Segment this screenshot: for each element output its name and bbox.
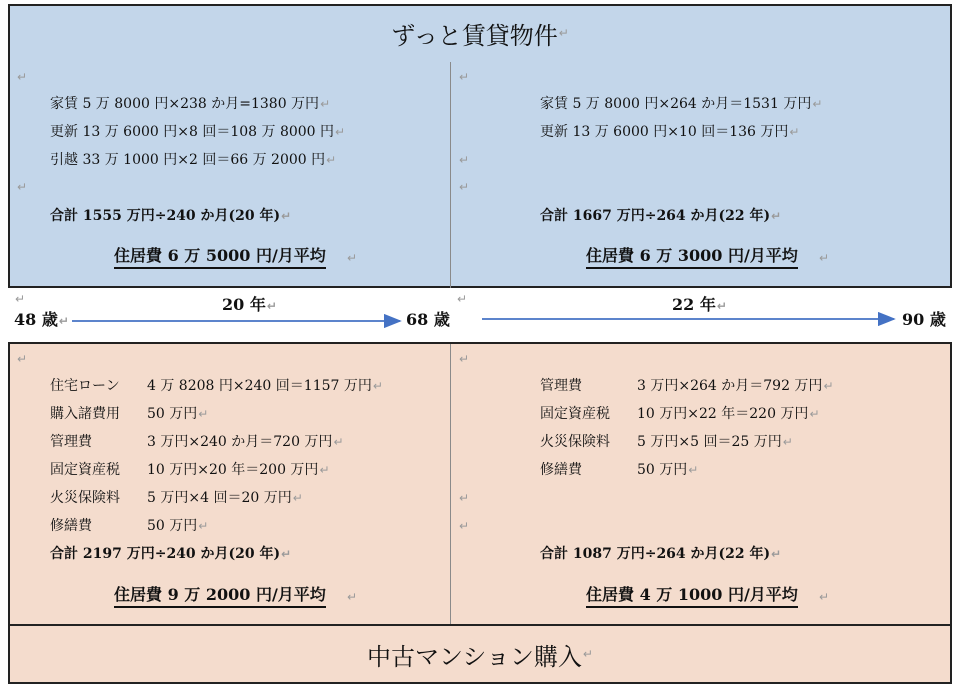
rent-left-line-1: 家賃 5 万 8000 円×238 か月=1380 万円↵: [50, 96, 331, 112]
rent-right-line-1: 家賃 5 万 8000 円×264 か月＝1531 万円↵: [540, 96, 823, 112]
paragraph-mark-icon: ↵: [459, 352, 470, 366]
paragraph-mark-icon: ↵: [459, 491, 470, 505]
rent-left-line-3: 引越 33 万 1000 円×2 回＝66 万 2000 円↵: [50, 152, 337, 168]
paragraph-mark-icon: ↵: [347, 251, 358, 265]
paragraph-mark-icon: ↵: [819, 251, 830, 265]
rent-right-line-2: 更新 13 万 6000 円×10 回＝136 万円↵: [540, 124, 800, 140]
paragraph-mark-icon: ↵: [459, 153, 470, 167]
paragraph-mark-icon: ↵: [347, 590, 358, 604]
buy-right-item: 固定資産税 10 万円×22 年＝220 万円↵: [540, 406, 820, 422]
buy-left-item: 管理費 3 万円×240 か月＝720 万円↵: [50, 434, 344, 450]
buy-left-item: 修繕費 50 万円↵: [50, 518, 209, 534]
buy-right-average: 住居費 4 万 1000 円/月平均: [586, 585, 798, 608]
buy-title-box: [8, 624, 952, 684]
age-start-label: 48 歳↵: [14, 310, 69, 329]
paragraph-mark-icon: ↵: [819, 590, 830, 604]
age-end-label: 90 歳: [902, 310, 946, 329]
rent-right-average: 住居費 6 万 3000 円/月平均: [586, 246, 798, 269]
span-1-label: 20 年↵: [222, 295, 277, 314]
buy-right-item: 修繕費 50 万円↵: [540, 462, 699, 478]
age-mid-label: 68 歳: [406, 310, 450, 329]
paragraph-mark-icon: ↵: [558, 26, 569, 40]
paragraph-mark-icon: ↵: [459, 180, 470, 194]
rent-left-average: 住居費 6 万 5000 円/月平均: [114, 246, 326, 269]
paragraph-mark-icon: ↵: [17, 352, 28, 366]
timeline-arrows: [0, 0, 960, 340]
buy-left-item: 住宅ローン 4 万 8208 円×240 回＝1157 万円↵: [50, 378, 383, 394]
buy-left-total: 合計 2197 万円÷240 か月(20 年)↵: [50, 546, 292, 562]
span-2-label: 22 年↵: [672, 295, 727, 314]
rent-left-line-2: 更新 13 万 6000 円×8 回＝108 万 8000 円↵: [50, 124, 346, 140]
buy-right-item: 管理費 3 万円×264 か月＝792 万円↵: [540, 378, 834, 394]
paragraph-mark-icon: ↵: [17, 180, 28, 194]
paragraph-mark-icon: ↵: [17, 70, 28, 84]
rent-title: ずっと賃貸物件: [391, 21, 558, 50]
paragraph-mark-icon: ↵: [582, 647, 593, 661]
buy-left-item: 固定資産税 10 万円×20 年＝200 万円↵: [50, 462, 330, 478]
paragraph-mark-icon: ↵: [457, 292, 468, 306]
paragraph-mark-icon: ↵: [459, 519, 470, 533]
buy-right-item: 火災保険料 5 万円×5 回＝25 万円↵: [540, 434, 793, 450]
buy-column-divider: [450, 344, 451, 624]
buy-left-item: 購入諸費用 50 万円↵: [50, 406, 209, 422]
buy-title: 中古マンション購入: [367, 642, 582, 671]
rent-left-total: 合計 1555 万円÷240 か月(20 年)↵: [50, 208, 292, 224]
buy-right-total: 合計 1087 万円÷264 か月(22 年)↵: [540, 546, 782, 562]
rent-right-total: 合計 1667 万円÷264 か月(22 年)↵: [540, 208, 782, 224]
buy-left-average: 住居費 9 万 2000 円/月平均: [114, 585, 326, 608]
paragraph-mark-icon: ↵: [459, 70, 470, 84]
paragraph-mark-icon: ↵: [15, 292, 26, 306]
buy-left-item: 火災保険料 5 万円×4 回＝20 万円↵: [50, 490, 303, 506]
